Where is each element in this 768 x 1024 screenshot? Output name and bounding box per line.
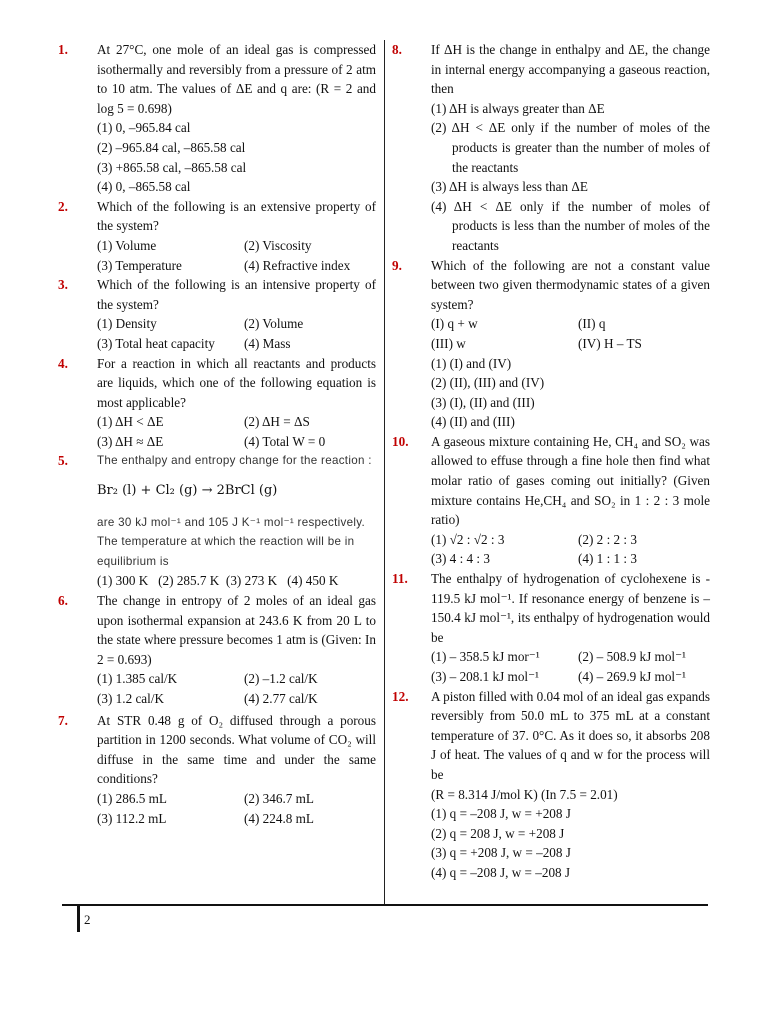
- question-12: [392, 687, 710, 883]
- option-2: (2) Volume: [244, 316, 304, 332]
- option-4: (4) Total W = 0: [244, 433, 326, 449]
- statement-2: (II) q: [578, 316, 606, 332]
- option-3: (3) 112.2 mL: [97, 810, 167, 826]
- option-3: (3) 4 : 4 : 3: [431, 551, 490, 567]
- statement-3: (III) w: [431, 335, 466, 351]
- question-stem: The change in entropy of 2 moles of an ideal gas upon isothermal expansion at 243.6 K from 20 L to the state where pressure becomes 1 atm is (Given: In 2 = 0.693): [97, 593, 376, 667]
- question-number: 1.: [58, 42, 68, 57]
- option-3: (3) ΔH is always less than ΔE: [431, 179, 588, 195]
- options-line: (1) 300 K (2) 285.7 K (3) 273 K (4) 450 K: [97, 573, 339, 589]
- question-number: 11.: [392, 571, 408, 587]
- option-4: (4) Mass: [244, 335, 291, 351]
- question-stem: If ΔH is the change in enthalpy and ΔE, the change in internal energy accompanying a gaseous reaction, then: [431, 42, 710, 97]
- question-number: 10.: [392, 433, 409, 449]
- question-11: [392, 569, 710, 687]
- option-2: (2) 346.7 mL: [244, 790, 314, 806]
- option-1: (1) 1.385 cal/K: [97, 671, 178, 687]
- question-stem-part-a: The enthalpy and entropy change for the reaction :: [97, 454, 372, 468]
- footer-rule: [62, 904, 708, 906]
- option-1: (1) Density: [97, 316, 157, 332]
- question-number: 6.: [58, 593, 68, 609]
- option-2: (2) (II), (III) and (IV): [431, 375, 545, 391]
- given-values: (R = 8.314 J/mol K) (In 7.5 = 2.01): [431, 786, 618, 802]
- option-2: (2) –965.84 cal, –865.58 cal: [97, 139, 246, 155]
- question-stem: Which of the following is an intensive property of the system?: [97, 277, 376, 312]
- option-3: (3) ΔH ≈ ΔE: [97, 433, 164, 449]
- question-stem: Which of the following are not a constant value between two given thermodynamic states of a given system?: [431, 257, 710, 312]
- option-2: (2) –1.2 cal/K: [244, 671, 318, 687]
- question-4: [58, 354, 376, 452]
- option-3: (3) Total heat capacity: [97, 335, 215, 351]
- option-3: (3) – 208.1 kJ mol⁻¹: [431, 669, 539, 684]
- statement-grid: [431, 314, 710, 353]
- question-1: [58, 40, 376, 197]
- question-stem: At 27°C, one mole of an ideal gas is compressed isothermally and reversibly from a pressure of 2 atm to 10 atm. The values of ΔE and q are: (R = 2 and log 5 = 0.698): [97, 42, 376, 116]
- option-1: (1) 286.5 mL: [97, 790, 167, 806]
- reaction-equation: Br₂ (l) + Cl₂ (g) → 2BrCl (g): [97, 483, 278, 499]
- right-column: [392, 40, 710, 883]
- option-2: (2) 2 : 2 : 3: [578, 531, 637, 547]
- question-7: [58, 711, 376, 829]
- question-number: 7.: [58, 712, 68, 728]
- option-4: (4) Refractive index: [244, 257, 351, 273]
- option-4: (4) – 269.9 kJ mol⁻¹: [578, 669, 686, 684]
- question-3: [58, 275, 376, 353]
- question-2: [58, 197, 376, 275]
- question-number: 4.: [58, 355, 68, 371]
- question-8: [392, 40, 710, 256]
- question-stem-part-b: are 30 kJ mol⁻¹ and 105 J K⁻¹ mol⁻¹ respectively. The temperature at which the reaction will be in equilibrium is: [97, 515, 366, 568]
- options-grid: [97, 412, 376, 451]
- option-2: (2) q = 208 J, w = +208 J: [431, 825, 565, 841]
- question-stem: The enthalpy of hydrogenation of cyclohexene is - 119.5 kJ mol⁻¹. If resonance energy of benzene is –150.4 kJ mol⁻¹, its enthalpy of hydrogenation would be: [431, 571, 710, 645]
- question-stem: For a reaction in which all reactants and products are liquids, which one of the following equation is most applicable?: [97, 355, 376, 410]
- option-4: (4) 1 : 1 : 3: [578, 551, 637, 567]
- option-4: (4) ΔH < ΔE only if the number of moles of products is less than the number of moles of the reactants: [431, 198, 710, 253]
- question-number: 5.: [58, 453, 68, 469]
- option-2: (2) Viscosity: [244, 237, 312, 253]
- column-divider: [384, 40, 385, 906]
- question-number: 12.: [392, 688, 409, 704]
- question-number: 8.: [392, 42, 402, 57]
- options-grid: [431, 647, 710, 686]
- option-2: (2) ΔH < ΔE only if the number of moles of the products is greater than the number of moles of the reactants: [431, 120, 710, 175]
- question-9: [392, 256, 710, 432]
- option-1: (1) ΔH is always greater than ΔE: [431, 100, 605, 116]
- page-number-bar: [77, 906, 80, 932]
- option-2: (2) ΔH = ΔS: [244, 414, 310, 430]
- question-5: [58, 451, 376, 591]
- option-4: (4) (II) and (III): [431, 414, 515, 430]
- option-1: (1) – 358.5 kJ mor⁻¹: [431, 649, 540, 665]
- statement-4: (IV) H – TS: [578, 335, 642, 351]
- options-grid: [97, 236, 376, 275]
- option-4: (4) 2.77 cal/K: [244, 691, 318, 706]
- question-stem: A gaseous mixture containing He, CH₄ and SO₂ was allowed to effuse through a fine hole then find what molar ratio of gases coming out initially? (Given mixture contains He,CH₄ and SO₂ in 1 : 2 : 3 mole ratio): [431, 433, 710, 528]
- option-4: (4) 0, –865.58 cal: [97, 179, 191, 195]
- option-4: (4) 224.8 mL: [244, 810, 314, 826]
- option-3: (3) 1.2 cal/K: [97, 691, 165, 706]
- page-number: 2: [84, 912, 91, 927]
- question-stem: A piston filled with 0.04 mol of an ideal gas expands reversibly from 50.0 mL to 375 mL at a constant temperature of 37. 0°C. As it does so, it absorbs 208 J of heat. The values of q and w for the process will be: [431, 688, 710, 782]
- option-2: (2) – 508.9 kJ mol⁻¹: [578, 649, 686, 665]
- option-1: (1) (I) and (IV): [431, 355, 512, 371]
- options-grid: [431, 530, 710, 569]
- question-10: [392, 432, 710, 569]
- option-1: (1) √2 : √2 : 3: [431, 531, 505, 547]
- question-stem: At STR 0.48 g of O₂ diffused through a porous partition in 1200 seconds. What volume of CO₂ will diffuse in the same time and under the same conditions?: [97, 712, 376, 787]
- statement-1: (I) q + w: [431, 316, 478, 332]
- options-grid: [97, 669, 376, 708]
- option-1: (1) Volume: [97, 237, 157, 253]
- option-3: (3) q = +208 J, w = –208 J: [431, 845, 571, 861]
- options-grid: [97, 789, 376, 828]
- option-1: (1) 0, –965.84 cal: [97, 120, 191, 136]
- option-3: (3) +865.58 cal, –865.58 cal: [97, 159, 247, 175]
- option-3: (3) Temperature: [97, 257, 182, 273]
- option-4: (4) q = –208 J, w = –208 J: [431, 864, 571, 880]
- question-stem: Which of the following is an extensive property of the system?: [97, 198, 376, 234]
- options-grid: [97, 314, 376, 353]
- question-number: 2.: [58, 198, 68, 214]
- option-1: (1) q = –208 J, w = +208 J: [431, 806, 571, 822]
- question-number: 3.: [58, 277, 68, 293]
- option-1: (1) ΔH < ΔE: [97, 414, 164, 430]
- option-3: (3) (I), (II) and (III): [431, 394, 535, 410]
- question-number: 9.: [392, 257, 402, 273]
- question-6: [58, 591, 376, 709]
- left-column: [58, 40, 376, 828]
